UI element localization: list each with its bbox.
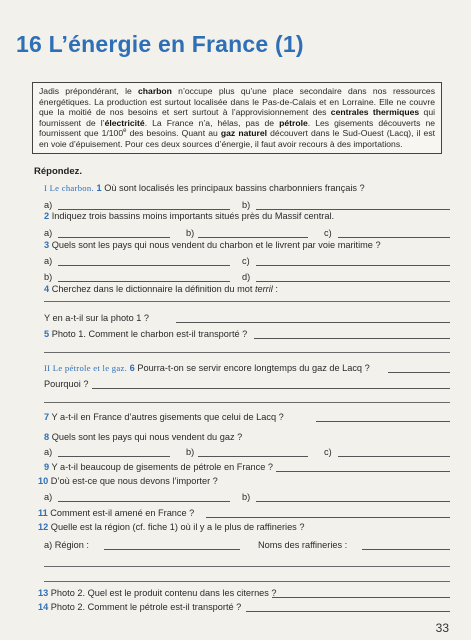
question-14: 14 Photo 2. Comment le pétrole est-il transporté ? [38,602,242,612]
answer-line-1a[interactable] [58,209,230,210]
answer-line-2b[interactable] [198,237,308,238]
label-b: b) [186,228,195,238]
question-6b: Pourquoi ? [44,379,89,389]
answer-line-10b[interactable] [256,501,450,502]
label-c: c) [324,228,332,238]
label-d: d) [242,272,251,282]
question-1: I Le charbon. 1 Où sont localisés les principaux bassins charbonniers français ? [44,183,365,193]
answer-line-8a[interactable] [58,456,170,457]
answer-line-4b[interactable] [176,322,450,323]
answer-line-14[interactable] [246,611,450,612]
answer-line-2c[interactable] [338,237,450,238]
answer-line-12b[interactable] [44,566,450,567]
label-raffineries: Noms des raffineries : [258,540,348,550]
answer-line-13[interactable] [272,597,450,598]
answer-line-1b[interactable] [256,209,450,210]
answer-line-6[interactable] [388,372,450,373]
page-title: 16 L’énergie en France (1) [16,31,304,57]
label-c: c) [324,447,332,457]
label-b: b) [186,447,195,457]
answer-line-4a[interactable] [44,301,450,302]
answer-line-3a[interactable] [58,265,230,266]
answer-line-9[interactable] [276,471,450,472]
answer-line-3d[interactable] [256,281,450,282]
instruction: Répondez. [34,166,83,177]
answer-line-11[interactable] [206,517,450,518]
question-9: 9 Y a-t-il beaucoup de gisements de pétrole en France ? [44,462,274,472]
question-4: 4 Cherchez dans le dictionnaire la définition du mot terril : [44,284,278,294]
question-6: II Le pétrole et le gaz. 6 Pourra-t-on se servir encore longtemps du gaz de Lacq ? [44,363,370,373]
question-13: 13 Photo 2. Quel est le produit contenu dans les citernes ? [38,588,277,598]
label-c: c) [242,256,250,266]
question-3: 3 Quels sont les pays qui nous vendent du charbon et le livrent par voie maritime ? [44,240,381,250]
label-b: b) [242,200,251,210]
section-heading-petrole-gaz: II Le pétrole et le gaz. [44,363,128,373]
answer-line-12-raffineries[interactable] [362,549,450,550]
answer-line-3c[interactable] [256,265,450,266]
label-a: a) [44,200,53,210]
question-4b: Y en a-t-il sur la photo 1 ? [44,313,150,323]
intro-text-box: Jadis prépondérant, le charbon n’occupe plus qu’une place secondaire dans nos ressources énergétiques. La production est surtout localisée dans le Pas-de-Calais et en Lorraine. Elle ne couvre que la moitié de nos besoins et sert surtout à l’approvisionnement des centrales thermiques qui fournissent de l’électricité. La France n’a, hélas, pas de pétrole. Les gisements découverts ne fournissent que 1/100e des besoins. Quant au gaz naturel découvert dans le Sud-Ouest (Lacq), il est en voie d’épuisement. Pour ces deux sources d’énergie, il faut avoir recours à des importations. [32,82,442,154]
answer-line-5b[interactable] [44,352,450,353]
label-b: b) [242,492,251,502]
answer-line-10a[interactable] [58,501,230,502]
answer-line-6c[interactable] [44,402,450,403]
question-7: 7 Y a-t-il en France d’autres gisements que celui de Lacq ? [44,412,284,422]
label-a: a) [44,447,53,457]
question-10: 10 D’où est-ce que nous devons l’importer ? [38,476,218,486]
label-b: b) [44,272,53,282]
page-number: 33 [435,621,449,635]
label-a: a) [44,492,53,502]
answer-line-3b[interactable] [58,281,230,282]
label-region: a) Région : [44,540,89,550]
section-heading-charbon: I Le charbon. [44,183,94,193]
question-5: 5 Photo 1. Comment le charbon est-il transporté ? [44,329,248,339]
label-a: a) [44,228,53,238]
answer-line-12-region[interactable] [104,549,240,550]
answer-line-12c[interactable] [44,581,450,582]
question-11: 11 Comment est-il amené en France ? [38,508,195,518]
answer-line-8b[interactable] [198,456,308,457]
question-12: 12 Quelle est la région (cf. fiche 1) où il y a le plus de raffineries ? [38,522,305,532]
question-8: 8 Quels sont les pays qui nous vendent du gaz ? [44,432,243,442]
answer-line-5[interactable] [254,338,450,339]
answer-line-8c[interactable] [338,456,450,457]
label-a: a) [44,256,53,266]
answer-line-7[interactable] [316,421,450,422]
answer-line-2a[interactable] [58,237,170,238]
question-2: 2 Indiquez trois bassins moins importants situés près du Massif central. [44,211,335,221]
answer-line-6b[interactable] [92,388,450,389]
